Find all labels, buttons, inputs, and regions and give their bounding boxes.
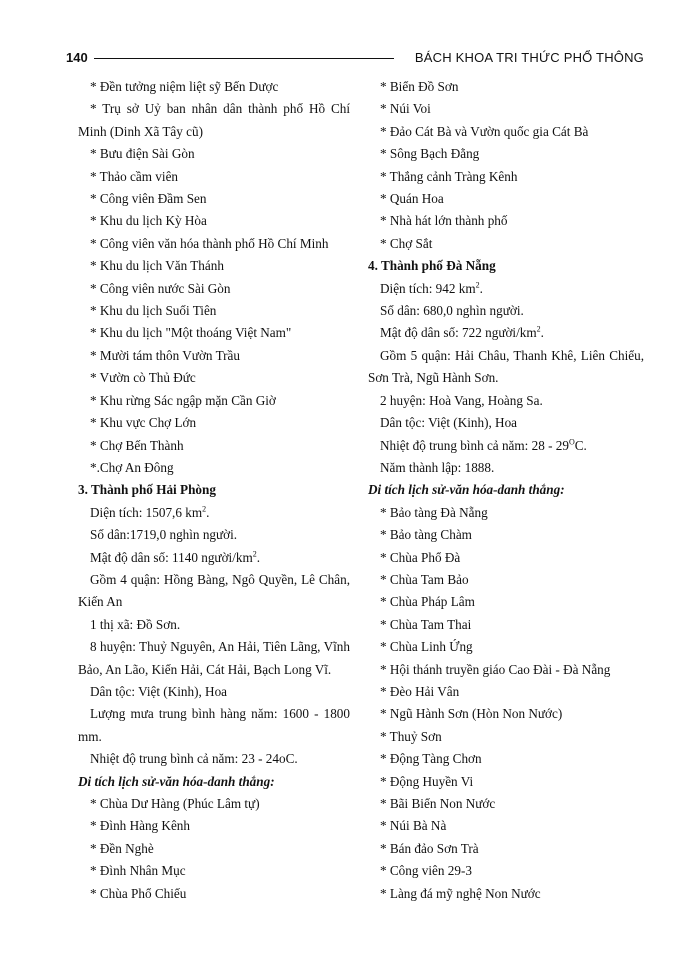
right-column xyxy=(368,76,644,905)
list-item: * Khu du lịch Văn Thánh xyxy=(90,258,224,274)
rural-districts-text: 8 huyện: Thuỷ Nguyên, An Hải, Tiên Lãng, Vĩnh Bảo, An Lão, Kiến Hải, Cát Hải, Bạch Long Vĩ. xyxy=(78,639,350,677)
list-item: * Đền tưởng niệm liệt sỹ Bến Dược xyxy=(90,79,279,94)
list-item: * Vườn cò Thủ Đức xyxy=(90,370,196,386)
list-item: * Thảo cầm viên xyxy=(90,168,179,184)
section-heading: 4. Thành phố Đà Nẵng xyxy=(368,258,496,274)
area-text: Diện tích: 1507,6 $km^2$. xyxy=(90,504,210,520)
list-item: * Chùa Dư Hàng (Phúc Lâm tự) xyxy=(90,796,260,811)
population-text: Số dân:1719,0 nghìn người. xyxy=(90,527,238,543)
density-text: Mật độ dân số: 1140 người/$km^2$. xyxy=(90,549,261,565)
list-item: * Chùa Tam Bảo xyxy=(380,571,469,587)
list-item: * Đền Nghè xyxy=(90,840,154,856)
list-item: * Thuỷ Sơn xyxy=(380,728,442,744)
density-text: Mật độ dân số: 722 người/$km^2$. xyxy=(380,325,544,341)
page-number: 140 xyxy=(66,50,88,65)
list-item: * Làng đá mỹ nghệ Non Nước xyxy=(380,885,541,901)
sites-heading: Di tích lịch sử-văn hóa-danh thắng: xyxy=(78,773,275,789)
list-item: * Khu rừng Sác ngập mặn Cần Giờ xyxy=(90,392,276,408)
list-item: * Sông Bạch Đằng xyxy=(380,146,480,162)
rainfall-text: Lượng mưa trung bình hàng năm: 1600 - 1800 mm. xyxy=(78,706,350,744)
list-item: * Công viên văn hóa thành phố Hồ Chí Minh xyxy=(90,235,329,251)
left-column xyxy=(78,76,350,905)
area-text: Diện tích: 942 $km^2$. xyxy=(380,280,483,296)
rural-districts-text: 2 huyện: Hoà Vang, Hoàng Sa. xyxy=(380,392,543,408)
list-item: * Ngũ Hành Sơn (Hòn Non Nước) xyxy=(380,706,563,722)
town-text: 1 thị xã: Đồ Sơn. xyxy=(90,616,181,632)
list-item: * Chùa Pháp Lâm xyxy=(380,594,475,610)
list-item: * Công viên 29-3 xyxy=(380,863,472,879)
list-item: * Chùa Tam Thai xyxy=(380,616,472,632)
list-item: * Đèo Hải Vân xyxy=(380,683,460,699)
temperature-text: Nhiệt độ trung bình cả năm: $28 - 29^OC$. xyxy=(380,437,587,453)
sites-heading: Di tích lịch sử-văn hóa-danh thắng: xyxy=(368,482,565,498)
temperature-text: Nhiệt độ trung bình cả năm: 23 - 24oC. xyxy=(90,751,298,767)
list-item: * Khu du lịch Suối Tiên xyxy=(90,303,217,319)
list-item: *.Chợ An Đông xyxy=(90,459,174,475)
header-rule xyxy=(94,58,394,59)
list-item: * Công viên Đầm Sen xyxy=(90,191,207,207)
list-item: * Chùa Phổ Đà xyxy=(380,549,461,565)
list-item: * Bảo tàng Đà Nẵng xyxy=(380,504,488,520)
list-item: * Khu vực Chợ Lớn xyxy=(90,415,197,431)
page-header xyxy=(66,48,644,70)
list-item: * Núi Voi xyxy=(380,101,431,117)
list-item: * Hội thánh truyền giáo Cao Đài - Đà Nẵng xyxy=(380,661,611,677)
districts-text: Gồm 5 quận: Hải Châu, Thanh Khê, Liên Chiểu, Sơn Trà, Ngũ Hành Sơn. xyxy=(368,347,644,386)
list-item: * Chợ Bến Thành xyxy=(90,437,184,453)
list-item: * Trụ sở Uỷ ban nhân dân thành phố Hồ Chí Minh (Dinh Xã Tây cũ) xyxy=(78,101,350,139)
list-item: * Thắng cảnh Tràng Kênh xyxy=(380,168,518,184)
list-item: * Núi Bà Nà xyxy=(380,818,447,834)
list-item: * Bán đảo Sơn Trà xyxy=(380,840,479,856)
list-item: * Khu du lịch Kỳ Hòa xyxy=(90,213,207,229)
founded-text: Năm thành lập: 1888. xyxy=(380,459,495,475)
list-item: * Chợ Sắt xyxy=(380,235,433,251)
list-item: * Nhà hát lớn thành phố xyxy=(380,213,508,229)
list-item: * Bãi Biển Non Nước xyxy=(380,796,496,811)
list-item: * Quán Hoa xyxy=(380,191,444,207)
list-item: * Đình Nhân Mục xyxy=(90,863,186,879)
list-item: * Động Tàng Chơn xyxy=(380,751,482,767)
list-item: * Chùa Phổ Chiếu xyxy=(90,885,187,901)
list-item: * Biển Đồ Sơn xyxy=(380,79,459,94)
list-item: * Khu du lịch "Một thoáng Việt Nam" xyxy=(90,325,292,341)
list-item: * Đình Hàng Kênh xyxy=(90,818,190,834)
list-item: * Bưu điện Sài Gòn xyxy=(90,146,195,162)
list-item: * Công viên nước Sài Gòn xyxy=(90,280,231,296)
ethnic-text: Dân tộc: Việt (Kinh), Hoa xyxy=(380,415,518,431)
list-item: * Mười tám thôn Vườn Trầu xyxy=(90,347,241,363)
ethnic-text: Dân tộc: Việt (Kinh), Hoa xyxy=(90,683,228,699)
list-item: * Đảo Cát Bà và Vườn quốc gia Cát Bà xyxy=(380,123,589,139)
running-title: BÁCH KHOA TRI THỨC PHỔ THÔNG xyxy=(414,50,644,65)
population-text: Số dân: 680,0 nghìn người. xyxy=(380,303,524,319)
list-item: * Bảo tàng Chàm xyxy=(380,527,472,543)
list-item: * Động Huyền Vi xyxy=(380,773,474,789)
list-item: * Chùa Linh Ứng xyxy=(380,639,473,655)
section-heading: 3. Thành phố Hải Phòng xyxy=(78,482,216,498)
districts-text: Gồm 4 quận: Hồng Bàng, Ngô Quyền, Lê Chân, Kiến An xyxy=(78,571,350,610)
